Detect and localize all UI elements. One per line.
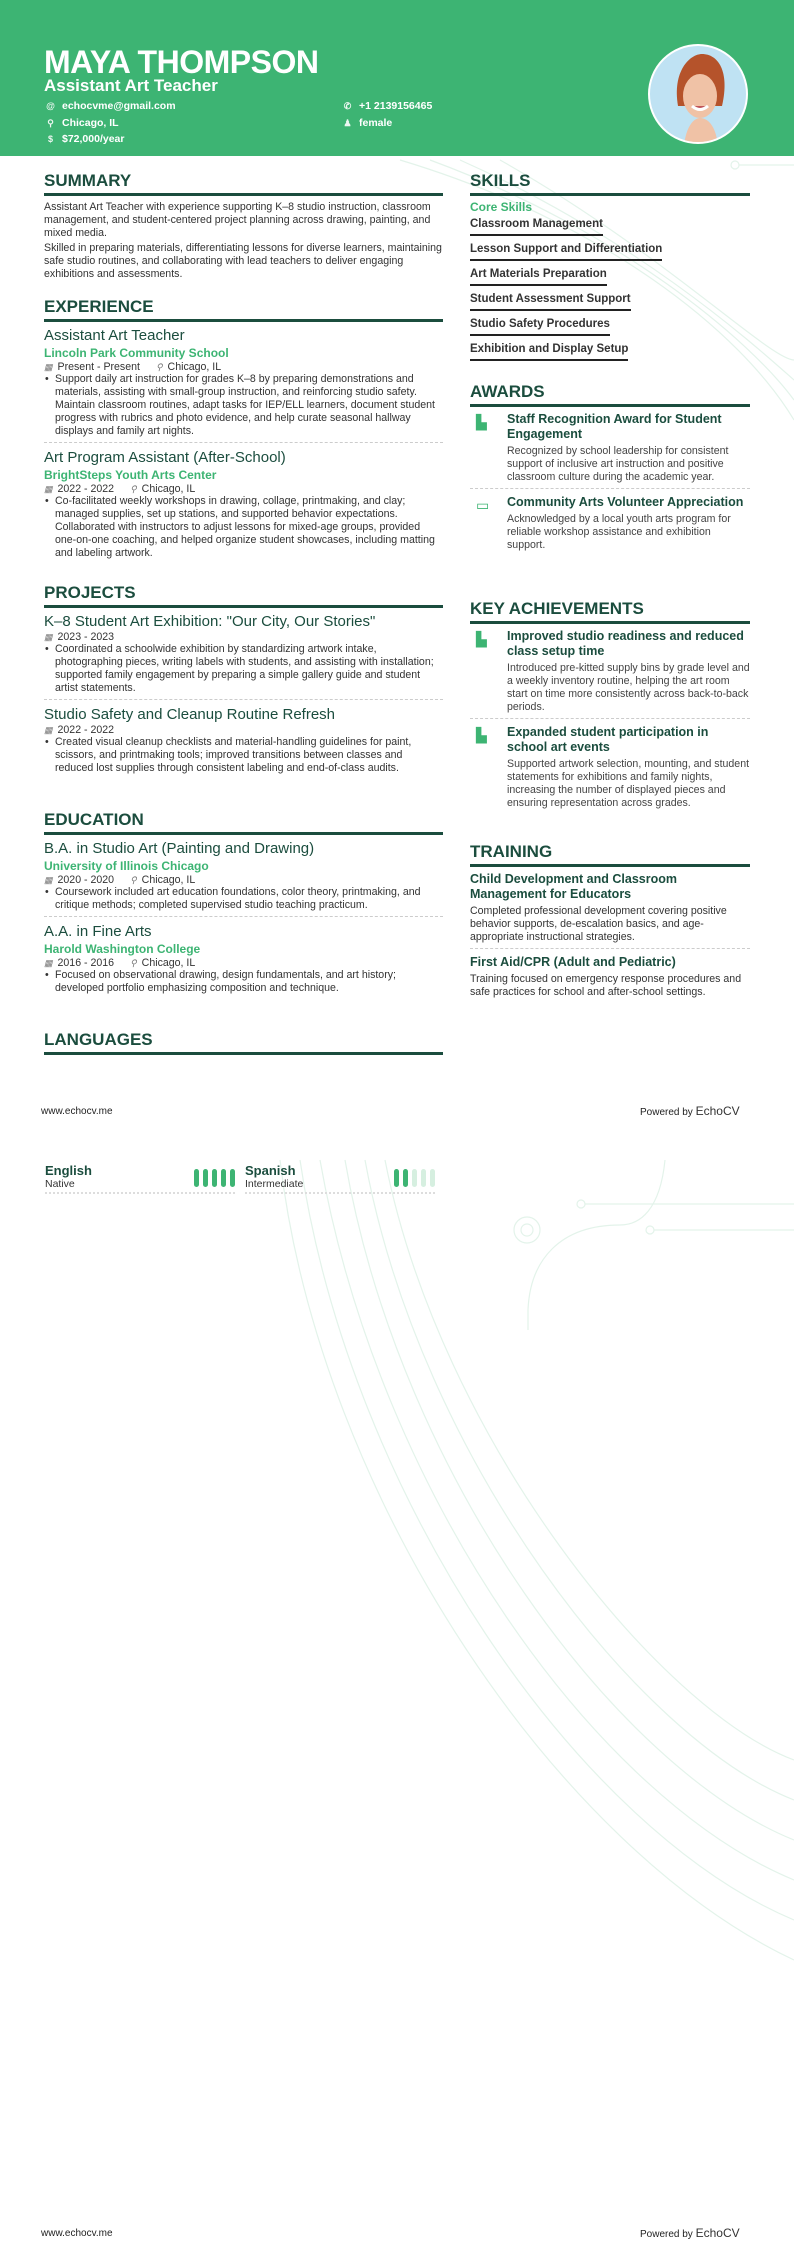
dates: Present - Present [57, 361, 140, 373]
project-item [44, 613, 443, 695]
achievements-section [470, 599, 750, 810]
contact-phone[interactable] [343, 100, 432, 112]
location: Chicago, IL [141, 483, 196, 495]
skill-group-title: Core Skills [470, 200, 533, 214]
achievement-description: Introduced pre-kitted supply bins by grade level and a weekly inventory routine, helping the art room start on time more consistently across back-to-back periods. [507, 662, 750, 713]
job-title: Art Program Assistant (After-School) [44, 449, 286, 466]
language-item [245, 1163, 435, 1194]
rating-bar [212, 1169, 217, 1187]
dates: 2022 - 2022 [57, 724, 115, 736]
achievement-title: Expanded student participation in school art events [507, 725, 709, 754]
bullet: • Coursework included art education foundations, color theory, printmaking, and critique methods; completed supervised studio teaching practicum. [44, 886, 443, 912]
location-pin-icon: ⚲ [130, 957, 137, 968]
award-description: Recognized by school leadership for consistent support of inclusive art instruction and positive classroom culture during the academic year. [507, 445, 729, 483]
footer-powered-by[interactable] [640, 1104, 740, 1118]
divider [44, 916, 443, 917]
rating-bar [403, 1169, 408, 1187]
summary-text: Assistant Art Teacher with experience supporting K–8 studio instruction, classroom management, and student-centered project planning across drawing, painting, and mixed media. [44, 201, 431, 239]
rating-bar [412, 1169, 417, 1187]
divider [470, 718, 750, 719]
contact-salary [46, 133, 124, 145]
language-item [45, 1163, 235, 1194]
section-title: LANGUAGES [44, 1030, 443, 1055]
gender-text: female [359, 117, 393, 129]
phone-icon: ✆ [343, 100, 352, 111]
rating-bar [221, 1169, 226, 1187]
school-name: Harold Washington College [44, 942, 201, 956]
project-name: K–8 Student Art Exhibition: "Our City, Our Stories" [44, 613, 376, 630]
calendar-icon: ▦ [44, 957, 53, 968]
at-icon: @ [46, 101, 55, 111]
candidate-title: Assistant Art Teacher [44, 76, 218, 95]
battery-icon: ▭ [476, 497, 490, 513]
company-name: BrightSteps Youth Arts Center [44, 468, 217, 482]
achievement-title: Improved studio readiness and reduced class setup time [507, 629, 744, 658]
award-title: Community Arts Volunteer Appreciation [507, 495, 744, 509]
location-text: Chicago, IL [62, 117, 119, 129]
powered-by-text: Powered by [640, 2229, 693, 2240]
money-icon: $ [47, 134, 53, 144]
location-pin-icon: ⚲ [130, 874, 137, 885]
skills-section [470, 171, 750, 364]
training-description: Completed professional development covering positive behavior supports, de-escalation basics, and age-appropriate instructional strategies. [470, 905, 727, 943]
languages-section [44, 1030, 443, 1060]
location: Chicago, IL [141, 874, 196, 886]
language-rating [394, 1169, 435, 1187]
skill-item: Studio Safety Procedures [470, 316, 610, 336]
projects-section [44, 583, 443, 775]
location: Chicago, IL [167, 361, 222, 373]
section-title: SUMMARY [44, 171, 443, 196]
location-pin-icon: ⚲ [47, 117, 54, 128]
experience-item [44, 449, 443, 560]
language-level: Intermediate [245, 1178, 304, 1190]
education-item [44, 923, 443, 995]
section-title: EXPERIENCE [44, 297, 443, 322]
language-name: English [45, 1163, 92, 1178]
awards-section [470, 382, 750, 552]
training-section [470, 842, 750, 999]
rating-bar [230, 1169, 235, 1187]
language-name: Spanish [245, 1163, 296, 1178]
footer-site-link[interactable]: www.echocv.me [41, 2228, 113, 2239]
contact-gender [343, 117, 392, 129]
brand-name: EchoCV [695, 1104, 740, 1118]
degree: B.A. in Studio Art (Painting and Drawing) [44, 840, 315, 857]
bullet: • Co-facilitated weekly workshops in drawing, collage, printmaking, and clay; managed supplies, set up stations, and supported behavior expectations. Collaborated with instructors to adjust lessons for mixed-age groups, provided one-on-one coaching, and helped organize student showcases, including matting and labeling artwork. [44, 495, 443, 560]
divider [44, 699, 443, 700]
bullet: • Created visual cleanup checklists and material-handling guidelines for paint, scissors, and printmaking tools; improved transitions between classes and reduced lost supplies through consistent labeling and end-of-class audits. [44, 736, 443, 775]
bullet: • Coordinated a schoolwide exhibition by standardizing artwork intake, photographing pieces, writing labels with students, and assisting with installation; supported family engagement by preparing a simple gallery guide and student artist statements. [44, 643, 443, 695]
rating-bar [421, 1169, 426, 1187]
file-dollar-icon: ▙ [476, 631, 487, 647]
skill-item: Art Materials Preparation [470, 266, 607, 286]
rating-bar [194, 1169, 199, 1187]
avatar [648, 44, 748, 144]
skill-item: Classroom Management [470, 216, 603, 236]
contact-location [46, 117, 119, 129]
section-title: TRAINING [470, 842, 750, 867]
calendar-icon: ▦ [44, 724, 53, 735]
contact-email[interactable] [46, 100, 176, 112]
language-rating [194, 1169, 235, 1187]
summary-text: Skilled in preparing materials, differentiating lessons for diverse learners, maintaining safe studio routines, and collaborating with lead teachers to deliver engaging exhibitions and assessments. [44, 242, 442, 280]
project-name: Studio Safety and Cleanup Routine Refresh [44, 706, 336, 723]
skill-item: Lesson Support and Differentiation [470, 241, 662, 261]
award-title: Staff Recognition Award for Student Engagement [507, 412, 722, 441]
rating-bar [203, 1169, 208, 1187]
achievement-item [470, 725, 750, 810]
skills-list [470, 214, 750, 364]
dates: 2016 - 2016 [57, 957, 115, 969]
job-title: Assistant Art Teacher [44, 327, 185, 344]
section-title: PROJECTS [44, 583, 443, 608]
calendar-icon: ▦ [44, 361, 53, 372]
calendar-icon: ▦ [44, 874, 53, 885]
training-description: Training focused on emergency response procedures and safe practices for school and after-school settings. [470, 973, 742, 998]
summary-section [44, 171, 443, 281]
powered-by-text: Powered by [640, 1107, 693, 1118]
section-title: AWARDS [470, 382, 750, 407]
file-check-icon: ▙ [476, 414, 487, 430]
skill-item: Exhibition and Display Setup [470, 341, 628, 361]
award-item [470, 495, 750, 552]
rating-bar [430, 1169, 435, 1187]
dates: 2020 - 2020 [57, 874, 115, 886]
location-pin-icon: ⚲ [130, 483, 137, 494]
footer-site-link[interactable]: www.echocv.me [41, 1106, 113, 1117]
calendar-icon: ▦ [44, 483, 53, 494]
achievement-description: Supported artwork selection, mounting, and student statements for exhibitions and family nights, increasing the number of displayed pieces and ensuring representation across grades. [507, 758, 750, 809]
file-icon: ▙ [476, 727, 487, 743]
skill-item: Student Assessment Support [470, 291, 631, 311]
location: Chicago, IL [141, 957, 196, 969]
dates: 2023 - 2023 [57, 631, 115, 643]
section-title: SKILLS [470, 171, 750, 196]
calendar-icon: ▦ [44, 631, 53, 642]
experience-section [44, 297, 443, 560]
rating-bar [394, 1169, 399, 1187]
bullet: • Focused on observational drawing, design fundamentals, and art history; developed portfolio emphasizing composition and technique. [44, 969, 443, 995]
section-title: EDUCATION [44, 810, 443, 835]
project-item [44, 706, 443, 775]
location-pin-icon: ⚲ [155, 361, 163, 372]
person-icon: ♟ [343, 117, 352, 128]
education-item [44, 840, 443, 912]
email-text: echocvme@gmail.com [62, 100, 176, 112]
section-title: KEY ACHIEVEMENTS [470, 599, 750, 624]
dates: 2022 - 2022 [57, 483, 115, 495]
award-description: Acknowledged by a local youth arts program for reliable workshop assistance and exhibition support. [507, 513, 731, 551]
footer-powered-by[interactable] [640, 2226, 740, 2240]
degree: A.A. in Fine Arts [44, 923, 152, 940]
achievement-item [470, 629, 750, 714]
candidate-name: MAYA THOMPSON [44, 44, 319, 80]
language-level: Native [45, 1178, 75, 1190]
company-name: Lincoln Park Community School [44, 346, 229, 360]
header-banner [0, 0, 794, 156]
divider [470, 488, 750, 489]
divider [470, 948, 750, 949]
brand-name: EchoCV [695, 2226, 740, 2240]
salary-text: $72,000/year [62, 133, 125, 145]
experience-item [44, 327, 443, 438]
school-name: University of Illinois Chicago [44, 859, 209, 873]
training-title: Child Development and Classroom Management for Educators [470, 872, 677, 901]
training-title: First Aid/CPR (Adult and Pediatric) [470, 955, 676, 969]
award-item [470, 412, 750, 484]
divider [44, 442, 443, 443]
bullet: • Support daily art instruction for grades K–8 by preparing demonstrations and materials, assisting with small-group instruction, and reinforcing studio safety. Maintain classroom routines, adapt tasks for IEP/ELL learners, document student progress with rubrics and photo evidence, and help curate seasonal hallway displays and family art nights. [44, 373, 443, 438]
education-section [44, 810, 443, 995]
phone-text: +1 2139156465 [359, 100, 433, 112]
